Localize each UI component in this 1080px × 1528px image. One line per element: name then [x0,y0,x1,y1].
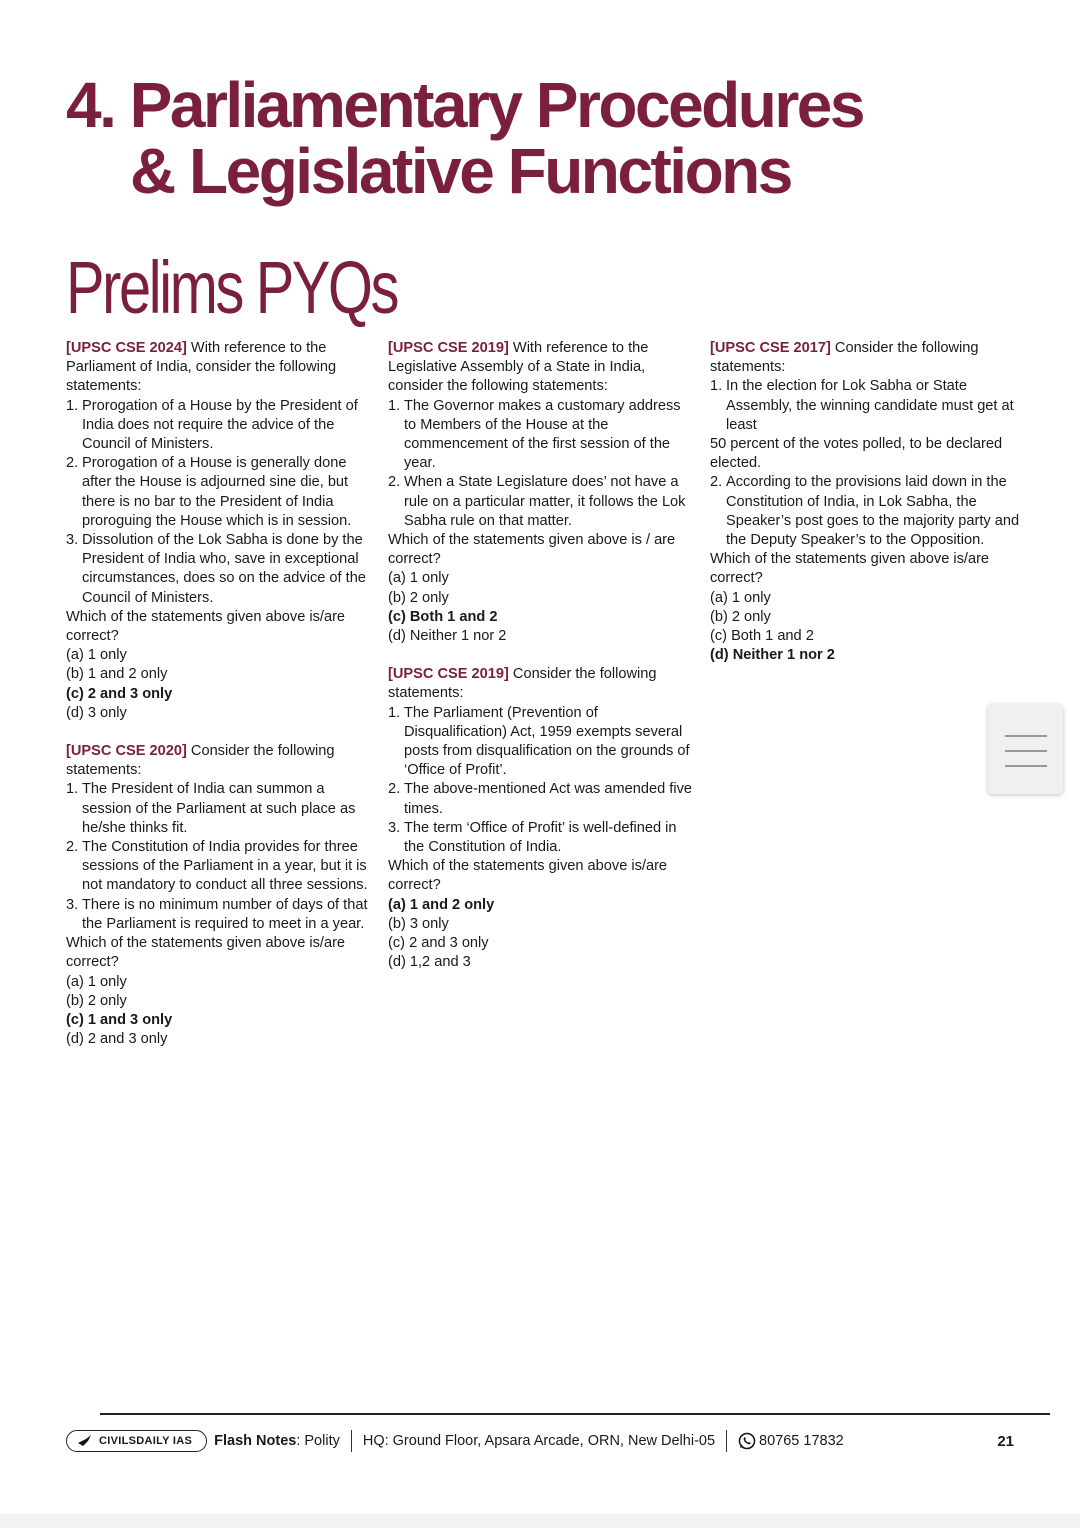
brand-logo: CIVILSDAILY IAS [66,1430,207,1452]
question-intro: [UPSC CSE 2017] Consider the following statements: [710,340,979,376]
chapter-title-line1: 4. Parliamentary Procedures [66,69,863,141]
question-prompt: Which of the statements given above is/are correct? [710,551,990,587]
section-subtitle: Prelims PYQs [66,246,398,329]
question-intro: [UPSC CSE 2019] With reference to the Legislative Assembly of a State in India, consider the following statements: [388,340,649,395]
series-name: Flash Notes [214,1433,297,1449]
column-2 [388,339,693,992]
option-item: (d) 3 only [66,704,127,721]
statement-item: 2. When a State Legislature does’ not have a rule on a particular matter, it follows the Lok Sabha rule on that matter. [388,474,686,529]
question-intro: [UPSC CSE 2020] Consider the following statements: [66,743,335,779]
option-item: (b) 2 only [388,589,449,606]
statement-item: 1. The Parliament (Prevention of Disqualification) Act, 1959 exempts several posts from disqualification on the grounds of ‘Office of Profit’. [388,704,690,779]
option-item: (b) 2 only [710,608,771,625]
exam-tag: [UPSC CSE 2024] [66,340,187,356]
statement-item: 1. The President of India can summon a session of the Parliament at such place as he/she thinks fit. [66,781,356,836]
option-item-correct: (c) 2 and 3 only [66,685,173,702]
torch-icon [77,1434,93,1448]
statement-item: 3. Dissolution of the Lok Sabha is done by the President of India who, save in exceptional circumstances, does so on the advice of the Council of Ministers. [66,532,366,606]
phone-number: 80765 17832 [759,1433,844,1449]
page-number: 21 [997,1432,1014,1450]
question-block [66,742,371,1049]
footer-divider [100,1413,1050,1415]
option-item: (d) 2 and 3 only [66,1031,168,1048]
viewer-bottom-bar [0,1514,1080,1528]
statement-item: 1. Prorogation of a House by the President of India does not require the advice of the Council of Ministers. [66,397,358,453]
exam-tag: [UPSC CSE 2019] [388,340,509,356]
exam-tag: [UPSC CSE 2019] [388,666,509,683]
series-subject: : Polity [296,1433,340,1449]
menu-button[interactable] [988,704,1063,794]
option-item: (c) Both 1 and 2 [710,628,814,645]
option-item: (b) 3 only [388,915,449,932]
option-item-correct: (d) Neither 1 nor 2 [710,647,835,664]
option-item: (c) 2 and 3 only [388,935,489,952]
exam-tag: [UPSC CSE 2020] [66,743,187,760]
statement-item: 2. The above-mentioned Act was amended five times. [388,781,692,817]
page-footer [66,1428,1026,1454]
column-1 [66,339,371,1068]
exam-tag: [UPSC CSE 2017] [710,340,831,356]
option-item-correct: (a) 1 and 2 only [388,896,495,913]
option-item: (d) 1,2 and 3 [388,954,471,971]
question-block [66,339,371,723]
column-3 [710,339,1020,684]
question-intro: [UPSC CSE 2019] Consider the following statements: [388,666,657,702]
option-item: (b) 2 only [66,992,127,1009]
statement-item: 1. In the election for Lok Sabha or State Assembly, the winning candidate must get at least [710,378,1014,433]
option-item: (a) 1 only [66,647,127,664]
option-item-correct: (c) 1 and 3 only [66,1011,173,1028]
chapter-title [66,69,863,207]
option-item: (a) 1 only [66,973,127,990]
question-prompt: Which of the statements given above is/are correct? [66,935,346,971]
question-prompt: Which of the statements given above is/are correct? [388,858,668,894]
question-block [388,339,693,646]
statement-item: 3. There is no minimum number of days of that the Parliament is required to meet in a year. [66,896,368,932]
hq-address: HQ: Ground Floor, Apsara Arcade, ORN, New Delhi-05 [362,1433,716,1449]
option-item: (a) 1 only [388,570,449,587]
footer-separator [351,1430,352,1452]
chapter-title-line2: & Legislative Functions [130,135,791,207]
option-item: (d) Neither 1 nor 2 [388,628,507,645]
statement-item: 2. Prorogation of a House is generally done after the House is adjourned sine die, but there is no bar to the President of India proroguing the House which is in session. [66,455,352,529]
statement-item: 2. According to the provisions laid down in the Constitution of India, in Lok Sabha, the Speaker’s post goes to the majority party and the Deputy Speaker’s to the Opposition. [710,474,1020,549]
statement-continuation: 50 percent of the votes polled, to be declared elected. [710,436,1003,472]
question-prompt: Which of the statements given above is/are correct? [66,608,346,645]
option-item: (a) 1 only [710,589,771,606]
hamburger-icon [1005,735,1047,737]
question-prompt: Which of the statements given above is / are correct? [388,532,676,568]
footer-separator [726,1430,727,1452]
statement-item: 2. The Constitution of India provides for three sessions of the Parliament in a year, but it is not mandatory to conduct all three sessions. [66,839,368,894]
whatsapp-icon [738,1432,756,1450]
question-block [710,339,1020,665]
question-block [388,665,693,972]
option-item-correct: (c) Both 1 and 2 [388,608,498,625]
statement-item: 1. The Governor makes a customary address to Members of the House at the commencement of the first session of the year. [388,397,681,472]
question-intro: [UPSC CSE 2024] With reference to the Parliament of India, consider the following statements: [66,340,337,395]
statement-item: 3. The term ‘Office of Profit’ is well-defined in the Constitution of India. [388,819,677,856]
option-item: (b) 1 and 2 only [66,666,168,683]
